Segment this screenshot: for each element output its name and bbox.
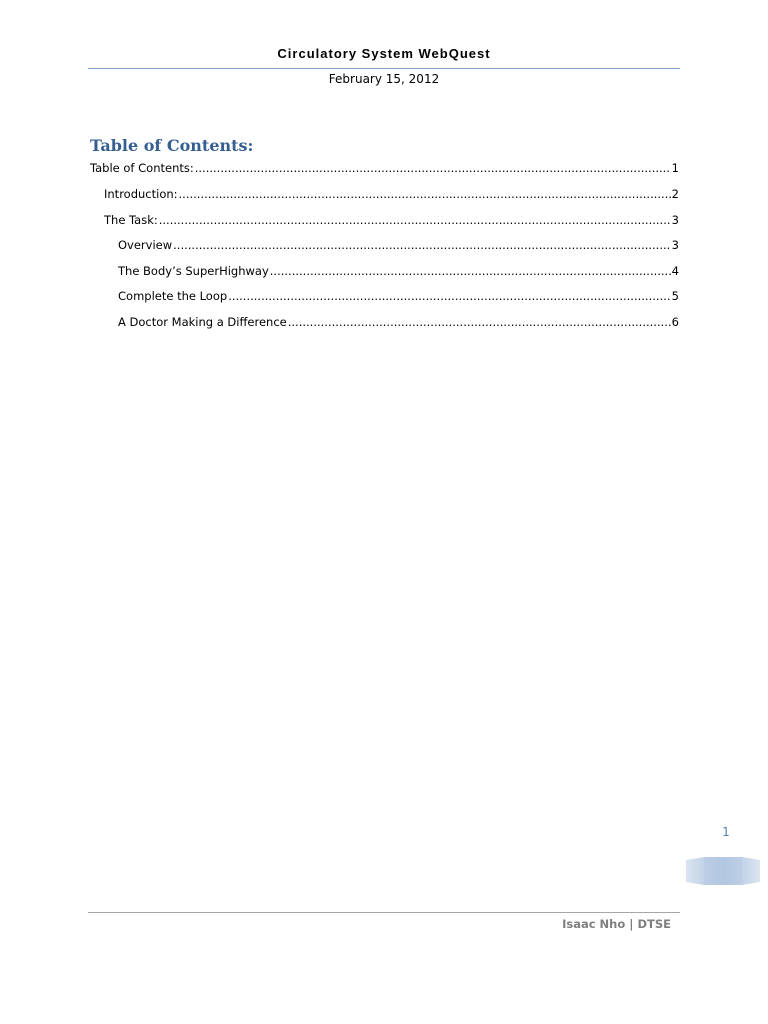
header-divider bbox=[88, 68, 680, 69]
toc-entry-label: Table of Contents: bbox=[90, 161, 194, 175]
toc-entry-page: 3 bbox=[671, 238, 679, 252]
toc-entry-label: The Task: bbox=[104, 213, 158, 227]
footer-author: Isaac Nho | DTSE bbox=[562, 917, 671, 931]
toc-entry-page: 6 bbox=[671, 315, 679, 329]
toc-entry-doctor-making-a-difference[interactable] bbox=[118, 315, 679, 329]
toc-entry-label: Overview bbox=[118, 238, 173, 252]
toc-leader-dots bbox=[270, 264, 671, 278]
document-title: Circulatory System WebQuest bbox=[277, 46, 491, 61]
toc-entry-page: 3 bbox=[671, 213, 679, 227]
toc-entry-table-of-contents[interactable] bbox=[90, 161, 679, 175]
toc-entry-page: 5 bbox=[671, 289, 679, 303]
page-number: 1 bbox=[722, 825, 730, 839]
toc-entry-complete-the-loop[interactable] bbox=[118, 289, 679, 303]
toc-entry-page: 2 bbox=[671, 187, 679, 201]
toc-entry-page: 1 bbox=[671, 161, 679, 175]
toc-leader-dots bbox=[173, 238, 671, 252]
toc-entry-label: Introduction: bbox=[104, 187, 178, 201]
footer-divider bbox=[88, 912, 680, 913]
page-tab-graphic bbox=[686, 856, 760, 886]
toc-entry-superhighway[interactable] bbox=[118, 264, 679, 278]
toc-entry-introduction[interactable] bbox=[104, 187, 679, 201]
toc-leader-dots bbox=[228, 289, 670, 303]
toc-entry-label: The Body’s SuperHighway bbox=[118, 264, 269, 278]
toc-leader-dots bbox=[195, 161, 671, 175]
document-date: February 15, 2012 bbox=[328, 72, 440, 86]
toc-entry-label: Complete the Loop bbox=[118, 289, 228, 303]
toc-entry-the-task[interactable] bbox=[104, 213, 679, 227]
toc-entry-overview[interactable] bbox=[118, 238, 679, 252]
toc-leader-dots bbox=[159, 213, 671, 227]
toc-entry-label: A Doctor Making a Difference bbox=[118, 315, 287, 329]
toc-leader-dots bbox=[179, 187, 671, 201]
toc-heading: Table of Contents: bbox=[90, 136, 254, 155]
toc-entry-page: 4 bbox=[671, 264, 679, 278]
toc-leader-dots bbox=[288, 315, 671, 329]
